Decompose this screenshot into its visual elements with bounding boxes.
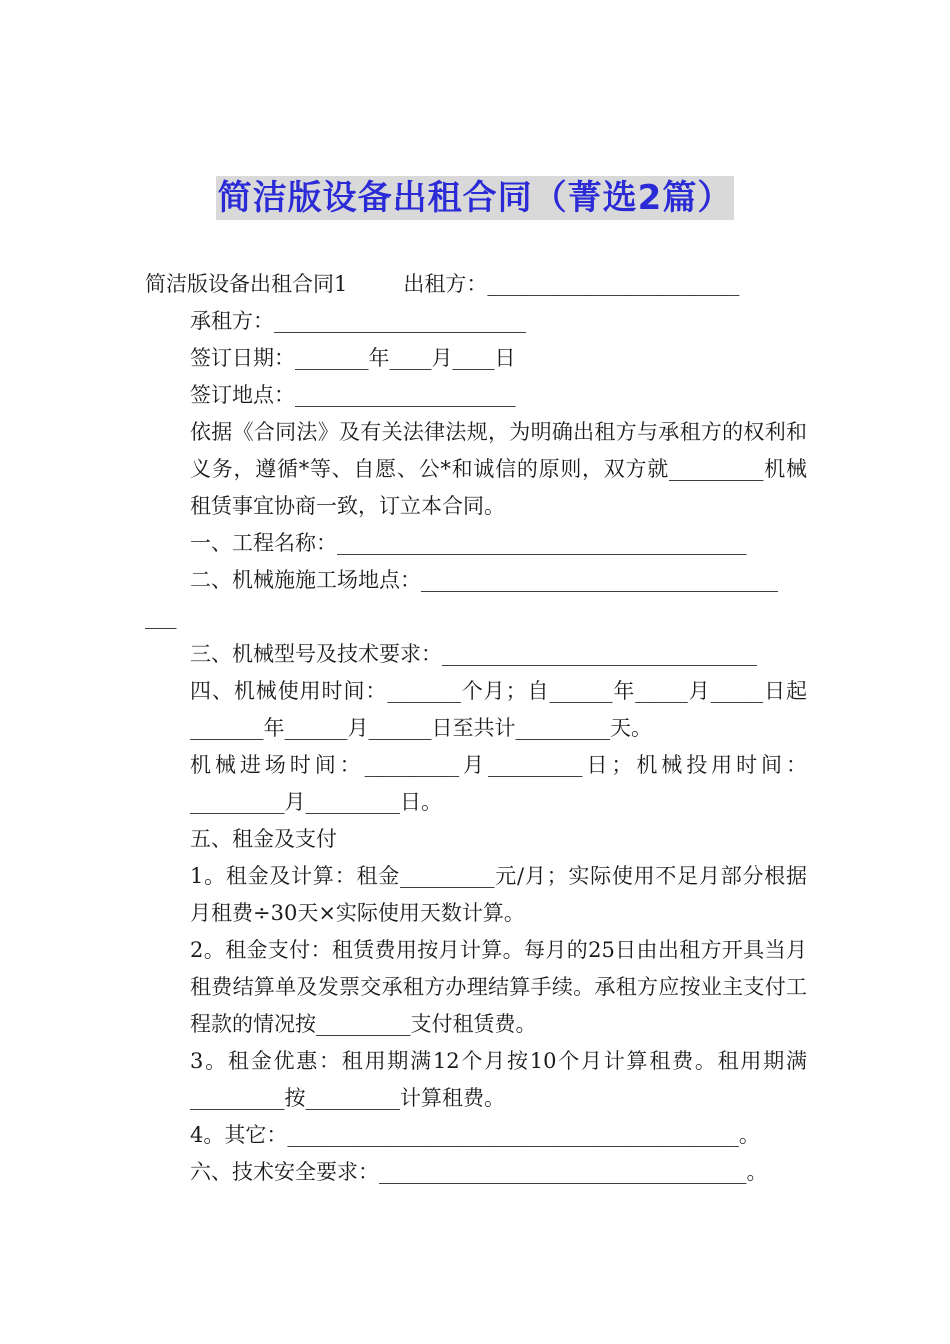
project-name-field: 一、工程名称：_______________________________________	[190, 531, 747, 555]
preamble-paragraph: 依据《合同法》及有关法律法规，为明确出租方与承租方的权利和义务，遵循*等、自愿、公*和诚信的原则，双方就_________机械租赁事宜协商一致，订立本合同。	[190, 420, 807, 518]
signing-date-field: 签订日期：_______年____月____日	[190, 346, 516, 370]
section-rent-heading: 五、租金及支付	[190, 827, 337, 851]
construction-site-field-continued: ___	[145, 605, 177, 629]
lessor-field: 出租方：________________________	[403, 272, 740, 296]
entry-time-paragraph: 机械进场时间：_________月_________日；机械投用时间：_________月_________日。	[190, 753, 807, 814]
signing-place-field: 签订地点：_____________________	[190, 383, 516, 407]
rent-calculation-paragraph: 1。租金及计算：租金_________元/月；实际使用不足月部分根据月租费÷30天×实际使用天数计算。	[190, 864, 807, 925]
lessee-field: 承租方：________________________	[190, 309, 526, 333]
document-body	[145, 266, 807, 1191]
machine-model-field: 三、机械型号及技术要求：______________________________	[190, 642, 757, 666]
document-title: 简洁版设备出租合同（菁选2篇）	[217, 178, 733, 218]
other-field: 4。其它：___________________________________________。	[190, 1123, 760, 1147]
contract-subtitle: 简洁版设备出租合同1	[145, 272, 348, 296]
title-container	[0, 176, 950, 220]
rent-payment-paragraph: 2。租金支付：租赁费用按月计算。每月的25日由出租方开具当月租费结算单及发票交承租方办理结算手续。承租方应按业主支付工程款的情况按_________支付租赁费。	[190, 938, 807, 1036]
usage-period-paragraph: 四、机械使用时间：_______个月；自______年_____月_____日起_______年______月______日至共计_________天。	[190, 679, 807, 740]
rent-discount-paragraph: 3。租金优惠：租用期满12个月按10个月计算租费。租用期满_________按_________计算租费。	[190, 1049, 807, 1110]
safety-requirements-field: 六、技术安全要求：___________________________________。	[190, 1160, 768, 1184]
paragraph-contract-heading-and-lessor	[145, 266, 807, 303]
construction-site-field: 二、机械施施工场地点：__________________________________	[190, 568, 778, 592]
